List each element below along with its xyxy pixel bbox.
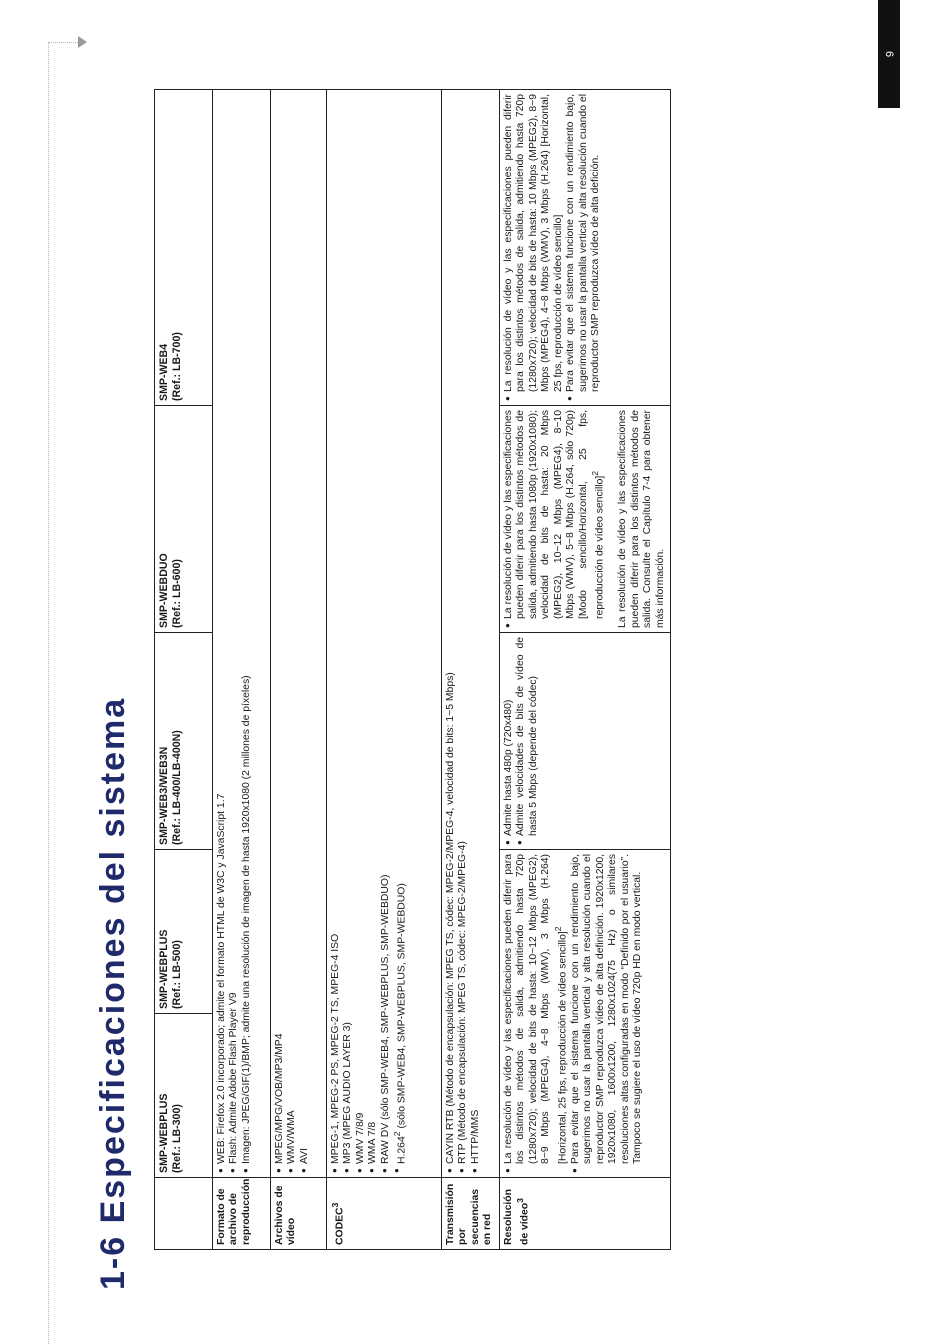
row-content xyxy=(271,90,327,1178)
list-item: ● La resolución de vídeo y las especificaciones pueden diferir para los distintos métodos de salida, admitiendo hasta 720p (1280x720); velocidad de bits de hasta: 10 Mbps (MPEG2), 8~9 Mbps (MPEG4), 4~8 Mbps (WMV), 3 Mbps (H.264) [Horizontal, 25 fps, reproducción de vídeo sencillo] xyxy=(503,94,565,401)
spec-table xyxy=(154,89,671,1250)
row-label: Resolución de vídeo$^3$ xyxy=(500,1178,671,1250)
list-item: ● AVI xyxy=(299,94,311,1173)
list-item: ● MPEG/MPG/VOB/MP3/MP4 xyxy=(274,94,286,1173)
page-title: 1-6 Especificaciones del sistema xyxy=(94,696,132,1290)
margin-guide-line xyxy=(48,42,49,1344)
row-label: CODEC$^3$ xyxy=(327,1178,442,1250)
list-item: ● Admite hasta 480p (720x480) xyxy=(503,637,515,845)
list-item: ● RTP (Método de encapsulación: MPEG TS, códec: MPEG-2/MPEG-4) xyxy=(457,94,469,1173)
rotated-page xyxy=(50,40,850,1290)
page-number: 6 xyxy=(883,50,895,58)
row-label: Transmisión por secuencias en red xyxy=(442,1178,500,1250)
model-header: SMP-WEB4 (Ref.: LB-700) xyxy=(155,90,213,406)
row-content xyxy=(442,90,500,1178)
resolution-webduo xyxy=(500,406,671,633)
model-header: SMP-WEBPLUS (Ref.: LB-500) xyxy=(155,850,213,1014)
resolution-web3 xyxy=(500,633,671,850)
header-row xyxy=(155,90,213,1250)
list-item: ● MPEG-1, MPEG-2 PS, MPEG-2 TS, MPEG-4 ISO xyxy=(330,94,342,1173)
model-header: SMP-WEBPLUS (Ref.: LB-300) xyxy=(155,1014,213,1178)
header-empty xyxy=(155,1178,213,1250)
resolution-note: La resolución de vídeo y las especificaciones pueden diferir para los distintos métodos de salida. Consulte el Capítulo 7-4 para obtener más información. xyxy=(617,410,666,628)
row-playback-format xyxy=(213,90,271,1250)
resolution-web4 xyxy=(500,90,671,406)
list-item: ● La resolución de vídeo y las especificaciones pueden diferir para los distintos métodos de salida, admitiendo hasta 720p (1280x720); velocidad de bits de hasta: 10~12 Mbps (MPEG2), 8~9 Mbps (MPEG4), 4~8 Mbps (WMV), 3 Mbps (H.264) [Horizontal, 25 fps, reproducción de vídeo sencillo]$^2$ xyxy=(503,854,570,1173)
model-header: SMP-WEB3/WEB3N (Ref.: LB-400/LB-400N) xyxy=(155,633,213,850)
list-item: ● RAW DV (sólo SMP-WEB4, SMP-WEBPLUS, SMP-WEBDUO) xyxy=(380,94,392,1173)
list-item: ● WMV 7/8/9 xyxy=(355,94,367,1173)
model-header: SMP-WEBDUO (Ref.: LB-600) xyxy=(155,406,213,633)
row-codec xyxy=(327,90,442,1250)
list-item: ● WMA 7/8 xyxy=(367,94,379,1173)
list-item: ● Flash: Admite Adobe Flash Player V9 xyxy=(228,94,240,1173)
row-label: Archivos de vídeo xyxy=(271,1178,327,1250)
row-video-files xyxy=(271,90,327,1250)
list-item: ● Admite velocidades de bits de vídeo de hasta 5 Mbps (depende del códec) xyxy=(515,637,540,845)
list-item: ● Imagen: JPEG/GIF(1)/BMP; admite una resolución de imagen de hasta 1920x1080 (2 millones de píxeles) xyxy=(241,94,253,1173)
row-video-resolution xyxy=(500,90,671,1250)
list-item: ● HTTP/MMS xyxy=(470,94,482,1173)
resolution-webplus xyxy=(500,850,671,1178)
row-content xyxy=(327,90,442,1178)
list-item: ● Para evitar que el sistema funcione con un rendimiento bajo, sugerimos no usar la pantalla vertical y alta resolución cuando el reproductor SMP reproduzca vídeo de alta defición. xyxy=(565,94,602,401)
list-item: ● La resolución de vídeo y las especificaciones pueden diferir para los distintos métodos de salida, admitiendo hasta 1080p (1920x1080); velocidad de bits de hasta: 20 Mbps (MPEG2), 10~12 Mbps (MPEG4), 8~10 Mbps (WMV), 5~8 Mbps (H.264, sólo 720p) [Modo sencillo/Horizontal, 25 fps, reproducción de vídeo sencillo]$^2$ xyxy=(503,410,607,628)
list-item: ● WEB: Firefox 2.0 incorporado; admite el formato HTML de W3C y JavaScript 1.7 xyxy=(216,94,228,1173)
row-content xyxy=(213,90,271,1178)
list-item: ● WMV/WMA xyxy=(286,94,298,1173)
list-item: ● MP3 (MPEG AUDIO LAYER 3) xyxy=(342,94,354,1173)
row-label: Formato de archivo de reproducción xyxy=(213,1178,271,1250)
list-item: ● CAYIN RTB (Método de encapsulación: MPEG TS, códec: MPEG-2/MPEG-4, velocidad de bits: 1~5 Mbps) xyxy=(445,94,457,1173)
list-item: ● Para evitar que el sistema funcione con un rendimiento bajo, sugerimos no usar la pantalla vertical y alta resolución cuando el reproductor SMP reproduzca vídeo de alta definición. 1920x1200, 1920x1080, 1600x1200, 1280x1024(75 Hz) o similares resoluciones altas configuradas en modo “Definido por el usuario”. Tampoco se sugiere el uso de vídeo 720p HD en modo vertical. xyxy=(570,854,645,1173)
list-item: ● H.264$^2$ (sólo SMP-WEB4, SMP-WEBPLUS, SMP-WEBDUO) xyxy=(392,94,409,1173)
row-streaming xyxy=(442,90,500,1250)
